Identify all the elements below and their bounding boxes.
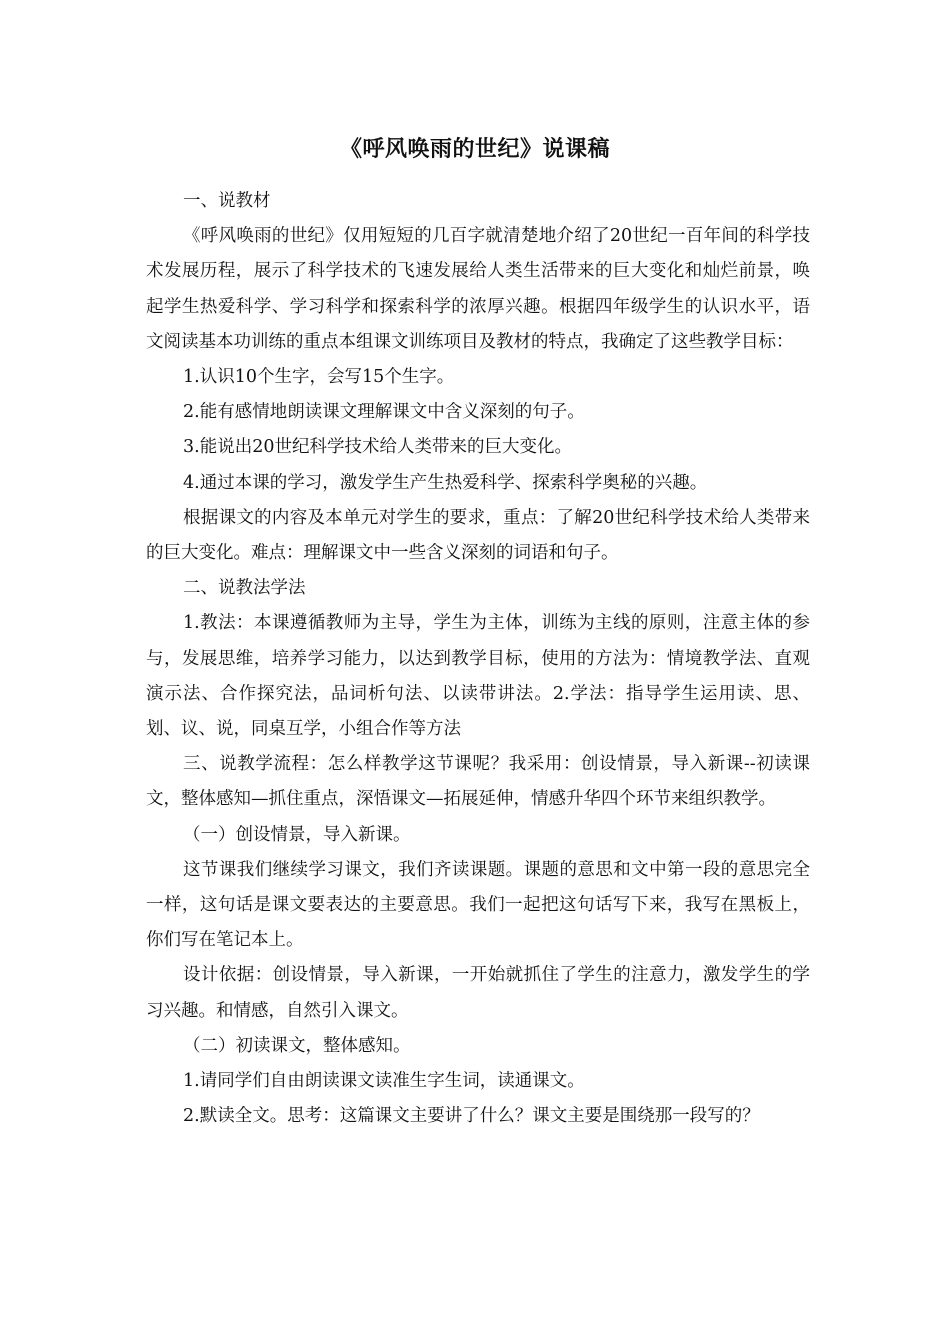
subsection-heading: （二）初读课文，整体感知。 <box>183 1035 411 1056</box>
document-body <box>146 184 810 1134</box>
list-item: 2.能有感情地朗读课文理解课文中含义深刻的句子。 <box>183 402 585 423</box>
paragraph: 《呼风唤雨的世纪》仅用短短的几百字就清楚地介绍了20世纪一百年间的科学技术发展历程，展示了科学技术的飞速发展给人类生活带来的巨大变化和灿烂前景，唤起学生热爱科学、学习科学和探索科学的浓厚兴趣。根据四年级学生的认识水平，语文阅读基本功训练的重点本组课文训练项目及教材的特点，我确定了这些教学目标： <box>146 226 810 352</box>
paragraph: 三、说教学流程：怎么样教学这节课呢？我采用：创设情景，导入新课--初读课文，整体感知—抓住重点，深悟课文—拓展延伸，情感升华四个环节来组织教学。 <box>146 754 810 810</box>
paragraph: 1.教法：本课遵循教师为主导，学生为主体，训练为主线的原则，注意主体的参与，发展思维，培养学习能力，以达到教学目标，使用的方法为：情境教学法、直观演示法、合作探究法，品词析句法、以读带讲法。2.学法：指导学生运用读、思、划、议、说，同桌互学，小组合作等方法 <box>146 613 810 740</box>
paragraph: 设计依据：创设情景，导入新课，一开始就抓住了学生的注意力，激发学生的学习兴趣。和情感，自然引入课文。 <box>146 965 810 1021</box>
list-item: 2.默读全文。思考：这篇课文主要讲了什么？课文主要是围绕那一段写的？ <box>183 1106 760 1127</box>
subsection-heading: （一）创设情景，导入新课。 <box>183 824 411 845</box>
section-heading: 一、说教材 <box>183 191 271 211</box>
document-title: 《呼风唤雨的世纪》说课稿 <box>339 137 610 162</box>
paragraph: 根据课文的内容及本单元对学生的要求，重点：了解20世纪科学技术给人类带来的巨大变化。难点：理解课文中一些含义深刻的词语和句子。 <box>146 507 810 564</box>
section-heading: 二、说教法学法 <box>183 578 306 599</box>
list-item: 1.认识10个生字，会写15个生字。 <box>183 367 455 388</box>
list-item: 1.请同学们自由朗读课文读准生字生词，读通课文。 <box>183 1071 585 1092</box>
list-item: 3.能说出20世纪科学技术给人类带来的巨大变化。 <box>183 437 572 458</box>
paragraph: 这节课我们继续学习课文，我们齐读课题。课题的意思和文中第一段的意思完全一样，这句话是课文要表达的主要意思。我们一起把这句话写下来，我写在黑板上，你们写在笔记本上。 <box>146 859 810 951</box>
list-item: 4.通过本课的学习，激发学生产生热爱科学、探索科学奥秘的兴趣。 <box>183 472 708 493</box>
